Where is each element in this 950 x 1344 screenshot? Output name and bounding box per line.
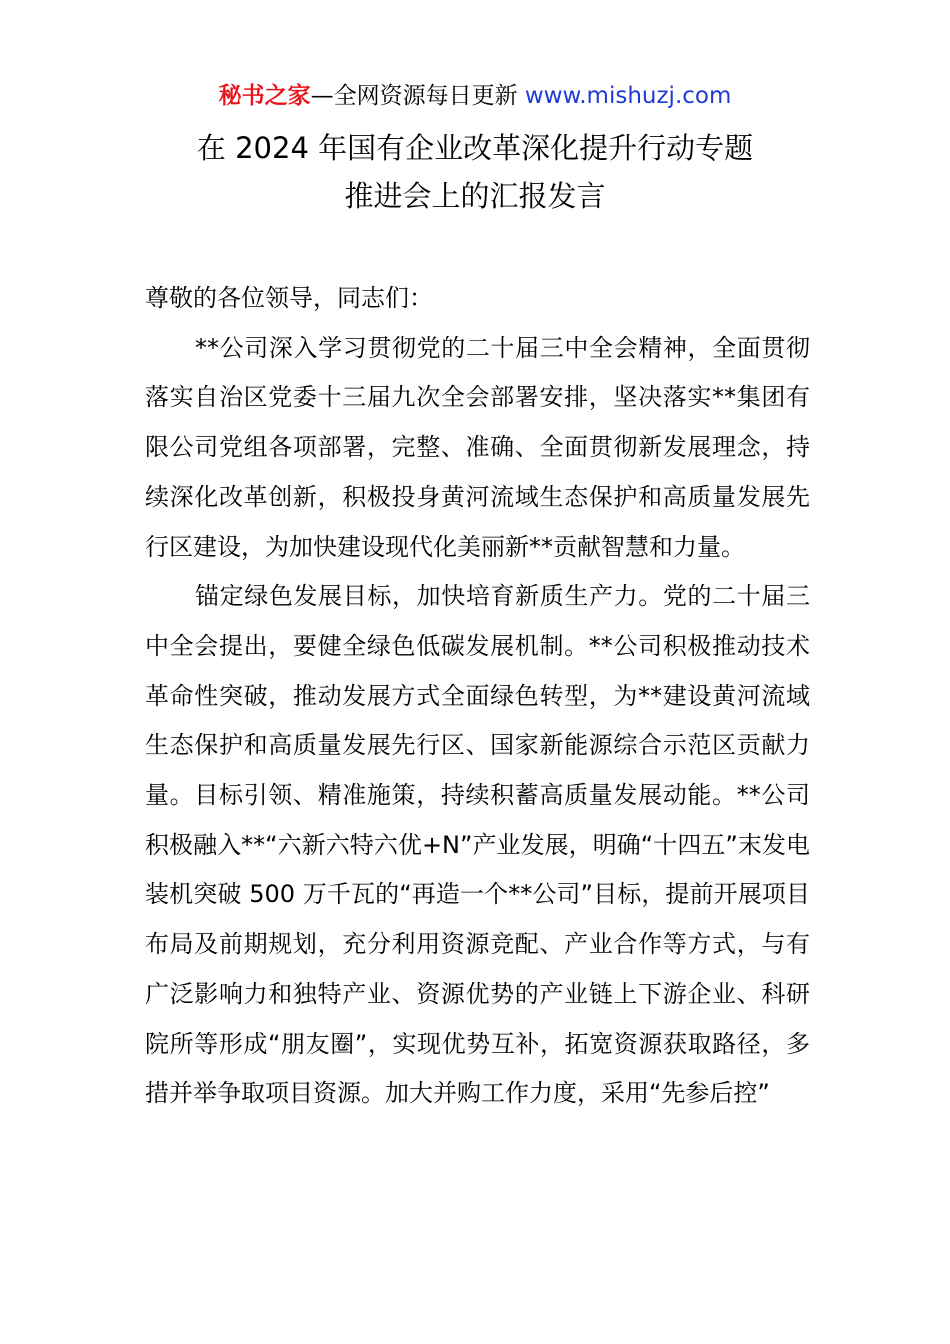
title-line-2: 推进会上的汇报发言 xyxy=(344,179,606,213)
document-body xyxy=(145,274,810,1119)
title-line-1: 在 2024 年国有企业改革深化提升行动专题 xyxy=(196,131,754,165)
document-title xyxy=(0,124,950,220)
header-tagline: 全网资源每日更新 xyxy=(333,83,525,109)
body-paragraph-1: **公司深入学习贯彻党的二十届三中全会精神，全面贯彻落实自治区党委十三届九次全会部署安排，坚决落实**集团有限公司党组各项部署，完整、准确、全面贯彻新发展理念，持续深化改革创新，积极投身黄河流域生态保护和高质量发展先行区建设，为加快建设现代化美丽新**贡献智慧和力量。 xyxy=(145,333,810,561)
site-header xyxy=(0,80,950,112)
salutation: 尊敬的各位领导，同志们： xyxy=(145,284,433,312)
site-brand: 秘书之家 xyxy=(218,83,311,109)
header-dash: — xyxy=(310,83,334,109)
body-paragraph-2: 锚定绿色发展目标，加快培育新质生产力。党的二十届三中全会提出，要健全绿色低碳发展机制。**公司积极推动技术革命性突破，推动发展方式全面绿色转型，为**建设黄河流域生态保护和高质量发展先行区、国家新能源综合示范区贡献力量。目标引领、精准施策，持续积蓄高质量发展动能。**公司积极融入**“六新六特六优+N”产业发展，明确“十四五”末发电装机突破 500 万千瓦的“再造一个**公司”目标，提前开展项目布局及前期规划，充分利用资源竞配、产业合作等方式，与有广泛影响力和独特产业、资源优势的产业链上下游企业、科研院所等形成“朋友圈”，实现优势互补，拓宽资源获取路径，多措并举争取项目资源。加大并购工作力度，采用“先参后控” xyxy=(145,582,810,1108)
site-url-link[interactable]: www.mishuzj.com xyxy=(524,83,732,109)
